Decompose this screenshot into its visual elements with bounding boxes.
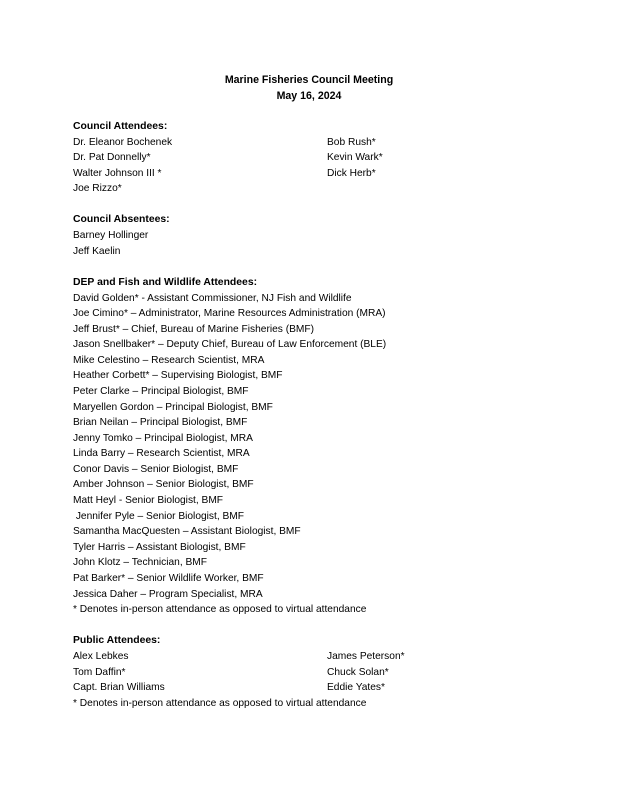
- dep-attendee: Jeff Brust* – Chief, Bureau of Marine Fisheries (BMF): [73, 324, 315, 335]
- public-attendee: James Peterson*: [327, 651, 405, 662]
- council-attendee: Dr. Pat Donnelly*: [73, 152, 151, 163]
- dep-attendee: Maryellen Gordon – Principal Biologist, BMF: [73, 402, 273, 413]
- public-attendee: Capt. Brian Williams: [73, 682, 165, 693]
- council-attendee: Bob Rush*: [327, 137, 376, 148]
- council-attendee: Kevin Wark*: [327, 152, 383, 163]
- dep-attendee: Joe Cimino* – Administrator, Marine Resources Administration (MRA): [73, 308, 386, 319]
- dep-attendee: Matt Heyl - Senior Biologist, BMF: [73, 495, 224, 506]
- public-attendance-note: * Denotes in-person attendance as opposed to virtual attendance: [73, 698, 367, 709]
- council-attendee: Dick Herb*: [327, 168, 376, 179]
- public-attendee: Tom Daffin*: [73, 667, 126, 678]
- dep-attendee: Jennifer Pyle – Senior Biologist, BMF: [73, 511, 244, 522]
- dep-attendee: Jason Snellbaker* – Deputy Chief, Bureau of Law Enforcement (BLE): [73, 339, 387, 350]
- public-attendee: Chuck Solan*: [327, 667, 389, 678]
- dep-attendee: Amber Johnson – Senior Biologist, BMF: [73, 479, 254, 490]
- council-absentee: Barney Hollinger: [73, 230, 149, 241]
- dep-attendees-heading: DEP and Fish and Wildlife Attendees:: [73, 277, 258, 288]
- dep-attendee: Heather Corbett* – Supervising Biologist, BMF: [73, 370, 283, 381]
- dep-attendee: Peter Clarke – Principal Biologist, BMF: [73, 386, 249, 397]
- dep-attendee: Jessica Daher – Program Specialist, MRA: [73, 589, 263, 600]
- dep-attendee: Linda Barry – Research Scientist, MRA: [73, 448, 250, 459]
- dep-attendee: David Golden* - Assistant Commissioner, NJ Fish and Wildlife: [73, 293, 352, 304]
- dep-attendee: Samantha MacQuesten – Assistant Biologist, BMF: [73, 526, 301, 537]
- meeting-title: Marine Fisheries Council Meeting: [224, 74, 394, 86]
- public-attendee: Eddie Yates*: [327, 682, 385, 693]
- dep-attendance-note: * Denotes in-person attendance as opposed to virtual attendance: [73, 604, 367, 615]
- public-attendee: Alex Lebkes: [73, 651, 129, 662]
- dep-attendee: Mike Celestino – Research Scientist, MRA: [73, 355, 265, 366]
- dep-attendee: Conor Davis – Senior Biologist, BMF: [73, 464, 239, 475]
- dep-attendee: Tyler Harris – Assistant Biologist, BMF: [73, 542, 246, 553]
- dep-attendee: Brian Neilan – Principal Biologist, BMF: [73, 417, 248, 428]
- dep-attendee: John Klotz – Technician, BMF: [73, 557, 208, 568]
- public-attendees-heading: Public Attendees:: [73, 635, 161, 646]
- council-absentees-heading: Council Absentees:: [73, 214, 170, 225]
- council-attendee: Walter Johnson III *: [73, 168, 162, 179]
- meeting-date: May 16, 2024: [276, 90, 342, 102]
- council-attendees-heading: Council Attendees:: [73, 121, 168, 132]
- council-attendee: Joe Rizzo*: [73, 183, 122, 194]
- dep-attendee: Pat Barker* – Senior Wildlife Worker, BMF: [73, 573, 264, 584]
- council-attendee: Dr. Eleanor Bochenek: [73, 137, 173, 148]
- council-absentee: Jeff Kaelin: [73, 246, 121, 257]
- dep-attendee: Jenny Tomko – Principal Biologist, MRA: [73, 433, 253, 444]
